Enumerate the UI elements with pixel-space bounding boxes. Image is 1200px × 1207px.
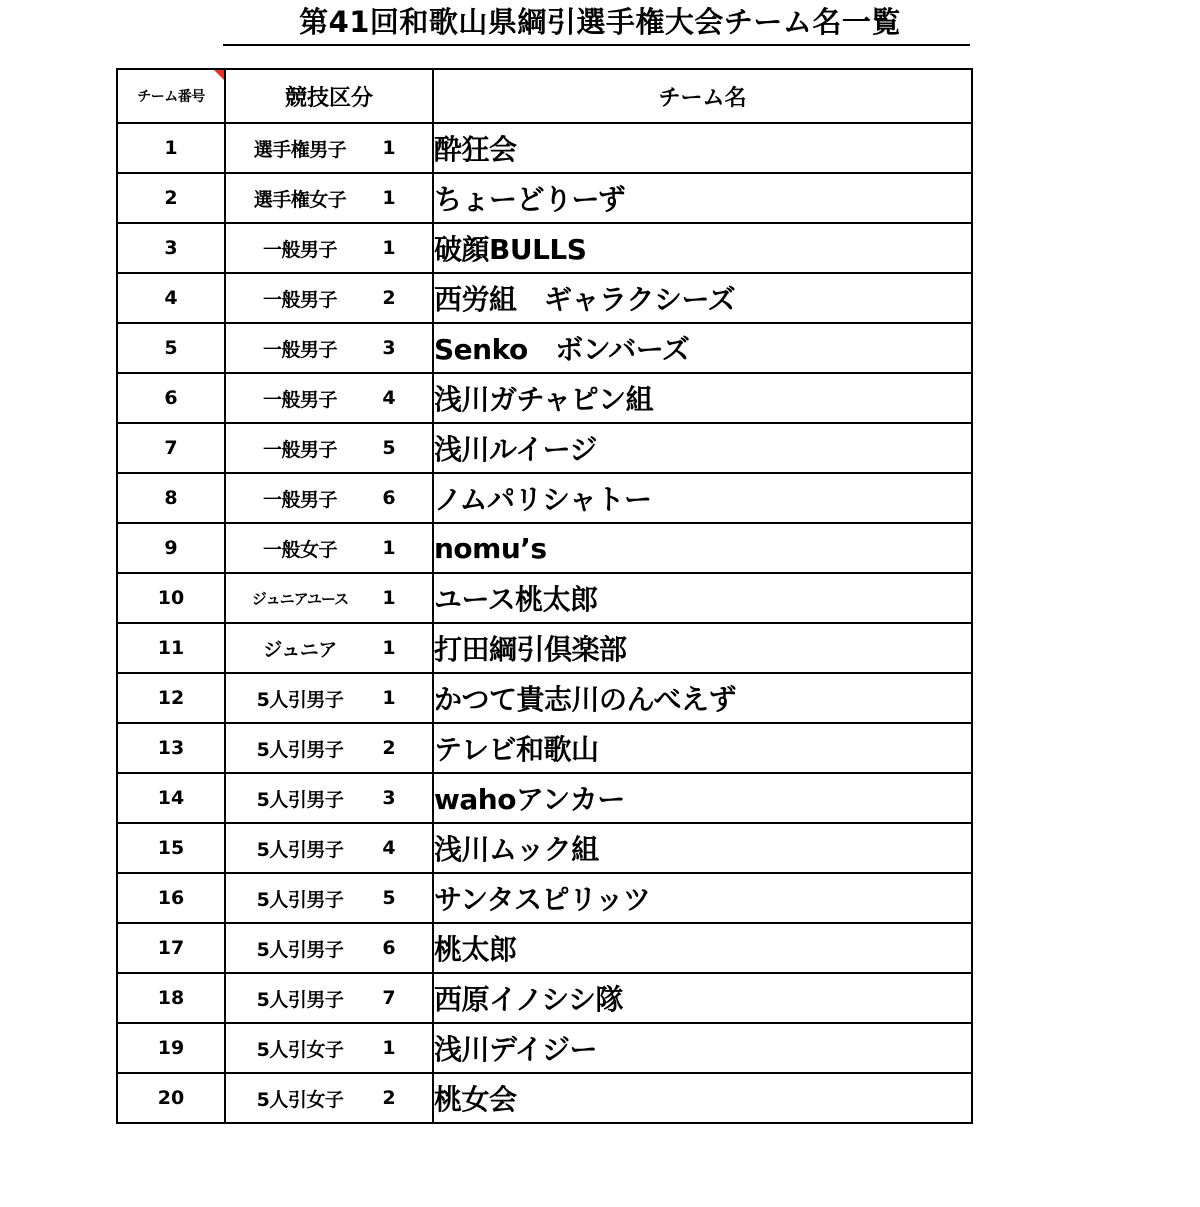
- team-name-cell: 酔狂会: [433, 123, 972, 173]
- team-name-cell: サンタスピリッツ: [433, 873, 972, 923]
- category-number: 2: [382, 1087, 396, 1109]
- header-team-name: チーム名: [433, 69, 972, 123]
- category-label: 一般男子: [262, 288, 337, 311]
- team-name-cell: ちょーどりーず: [433, 173, 972, 223]
- table-row: [117, 323, 972, 373]
- team-number-cell: 9: [117, 523, 225, 573]
- category-cell: [225, 323, 433, 373]
- category-cell: [225, 523, 433, 573]
- category-cell: [225, 173, 433, 223]
- category-cell: [225, 223, 433, 273]
- title-underline: [223, 44, 970, 46]
- table-row: [117, 523, 972, 573]
- category-number: 2: [382, 287, 396, 309]
- category-number: 6: [382, 487, 396, 509]
- team-number-cell: 18: [117, 973, 225, 1023]
- table-row: [117, 923, 972, 973]
- table-row: [117, 823, 972, 873]
- category-cell: [225, 273, 433, 323]
- category-cell: [225, 573, 433, 623]
- category-label: 5人引男子: [256, 988, 344, 1011]
- team-name-cell: 浅川ガチャピン組: [433, 373, 972, 423]
- table-row: [117, 623, 972, 673]
- category-label: 5人引男子: [256, 738, 344, 761]
- team-number-cell: 1: [117, 123, 225, 173]
- category-label: 選手権男子: [253, 138, 347, 161]
- table-row: [117, 673, 972, 723]
- category-number: 1: [382, 1037, 396, 1059]
- team-number-cell: 6: [117, 373, 225, 423]
- category-label: 一般男子: [262, 438, 337, 461]
- team-number-cell: 4: [117, 273, 225, 323]
- team-name-cell: ノムパリシャトー: [433, 473, 972, 523]
- category-cell: [225, 1073, 433, 1123]
- category-cell: [225, 723, 433, 773]
- category-label: 5人引女子: [256, 1088, 344, 1111]
- category-number: 1: [382, 537, 396, 559]
- table-row: [117, 723, 972, 773]
- team-name-cell: 西原イノシシ隊: [433, 973, 972, 1023]
- team-table: [116, 68, 973, 1124]
- category-cell: [225, 773, 433, 823]
- category-label: 一般男子: [262, 488, 337, 511]
- table-row: [117, 223, 972, 273]
- team-name-cell: テレビ和歌山: [433, 723, 972, 773]
- category-label: 5人引男子: [256, 888, 344, 911]
- category-label: 一般男子: [262, 238, 337, 261]
- team-name-cell: 浅川デイジー: [433, 1023, 972, 1073]
- team-number-cell: 14: [117, 773, 225, 823]
- category-cell: [225, 873, 433, 923]
- category-cell: [225, 673, 433, 723]
- category-number: 1: [382, 137, 396, 159]
- team-number-cell: 15: [117, 823, 225, 873]
- category-number: 4: [382, 387, 396, 409]
- header-row: [117, 69, 972, 123]
- team-number-cell: 7: [117, 423, 225, 473]
- team-name-cell: 桃女会: [433, 1073, 972, 1123]
- team-number-cell: 2: [117, 173, 225, 223]
- table-row: [117, 773, 972, 823]
- table-row: [117, 173, 972, 223]
- team-number-cell: 20: [117, 1073, 225, 1123]
- team-number-cell: 8: [117, 473, 225, 523]
- team-number-cell: 3: [117, 223, 225, 273]
- team-name-cell: 浅川ルイージ: [433, 423, 972, 473]
- category-number: 5: [382, 887, 396, 909]
- header-team-number: [117, 69, 225, 123]
- comment-indicator-icon: [214, 70, 224, 80]
- team-number-cell: 17: [117, 923, 225, 973]
- category-cell: [225, 423, 433, 473]
- table-row: [117, 573, 972, 623]
- table-row: [117, 973, 972, 1023]
- category-cell: [225, 123, 433, 173]
- team-name-cell: 西労組 ギャラクシーズ: [433, 273, 972, 323]
- team-name-cell: 桃太郎: [433, 923, 972, 973]
- table-row: [117, 123, 972, 173]
- table-row: [117, 273, 972, 323]
- table-row: [117, 1073, 972, 1123]
- category-number: 1: [382, 637, 396, 659]
- category-cell: [225, 623, 433, 673]
- category-cell: [225, 373, 433, 423]
- team-number-cell: 11: [117, 623, 225, 673]
- team-name-cell: 浅川ムック組: [433, 823, 972, 873]
- team-number-cell: 16: [117, 873, 225, 923]
- team-name-cell: nomu’s: [433, 523, 972, 573]
- category-number: 3: [382, 337, 396, 359]
- category-label: 5人引女子: [256, 1038, 344, 1061]
- table-row: [117, 473, 972, 523]
- category-cell: [225, 923, 433, 973]
- category-number: 6: [382, 937, 396, 959]
- category-label: 5人引男子: [256, 938, 344, 961]
- category-number: 7: [382, 987, 396, 1009]
- category-label: ジュニア: [263, 638, 337, 661]
- category-number: 1: [382, 237, 396, 259]
- category-number: 5: [382, 437, 396, 459]
- category-label: ジュニアユース: [251, 589, 349, 608]
- category-label: 5人引男子: [256, 788, 344, 811]
- team-rows: [117, 123, 972, 1123]
- category-number: 2: [382, 737, 396, 759]
- category-number: 4: [382, 837, 396, 859]
- team-number-cell: 13: [117, 723, 225, 773]
- category-number: 1: [382, 687, 396, 709]
- team-number-cell: 10: [117, 573, 225, 623]
- team-name-cell: 打田綱引倶楽部: [433, 623, 972, 673]
- team-number-cell: 12: [117, 673, 225, 723]
- team-number-cell: 5: [117, 323, 225, 373]
- category-number: 3: [382, 787, 396, 809]
- table-row: [117, 373, 972, 423]
- category-label: 一般女子: [262, 538, 337, 561]
- category-label: 一般男子: [262, 388, 337, 411]
- team-number-cell: 19: [117, 1023, 225, 1073]
- team-name-cell: Senko ボンバーズ: [433, 323, 972, 373]
- header-team-number-label: チーム番号: [137, 89, 205, 105]
- category-cell: [225, 473, 433, 523]
- team-name-cell: wahoアンカー: [433, 773, 972, 823]
- category-label: 5人引男子: [256, 688, 344, 711]
- category-label: 5人引男子: [256, 838, 344, 861]
- category-cell: [225, 823, 433, 873]
- header-category: 競技区分: [225, 69, 433, 123]
- team-name-cell: かつて貴志川のんべえず: [433, 673, 972, 723]
- category-cell: [225, 973, 433, 1023]
- page-title: 第41回和歌山県綱引選手権大会チーム名一覧: [299, 5, 901, 39]
- category-label: 一般男子: [262, 338, 337, 361]
- category-cell: [225, 1023, 433, 1073]
- category-label: 選手権女子: [253, 188, 347, 211]
- category-number: 1: [382, 587, 396, 609]
- team-name-cell: ユース桃太郎: [433, 573, 972, 623]
- table-row: [117, 423, 972, 473]
- category-number: 1: [382, 187, 396, 209]
- team-name-cell: 破顔BULLS: [433, 223, 972, 273]
- table-row: [117, 873, 972, 923]
- table-row: [117, 1023, 972, 1073]
